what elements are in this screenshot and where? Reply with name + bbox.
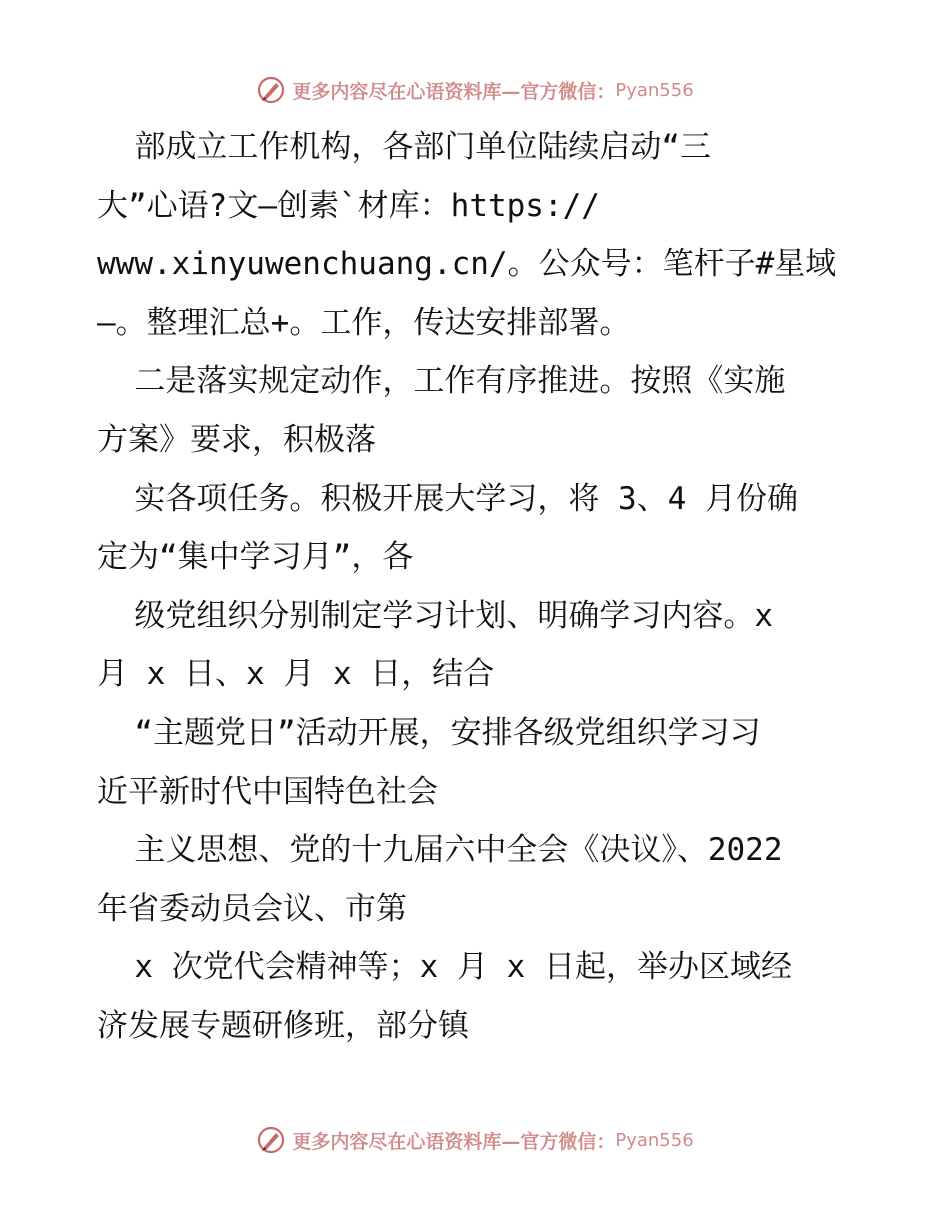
header-banner-text: 更多内容尽在心语资料库—官方微信： [292,80,616,103]
text-line: 二是落实规定动作，工作有序推进。按照《实施 [97,363,786,400]
text-line: 月 x 日、x 月 x 日，结合 [97,656,495,693]
text-line: 济发展专题研修班，部分镇 [97,1007,469,1044]
text-line: —。整理汇总+。工作，传达安排部署。 [97,304,631,341]
text-line: 主义思想、党的十九届六中全会《决议》、2022 [97,832,783,869]
footer-banner [0,1120,950,1160]
text-line: 定为“集中学习月”，各 [97,539,414,576]
pen-logo-icon [256,75,286,105]
text-line: 年省委动员会议、市第 [97,890,407,927]
text-line: 实各项任务。积极开展大学习，将 3、4 月份确 [97,480,798,517]
text-line: 部成立工作机构，各部门单位陆续启动“三 [97,129,711,165]
text-line: 方案》要求，积极落 [97,421,376,458]
text-line: 级党组织分别制定学习计划、明确学习内容。x [97,597,773,634]
text-line: “主题党日”活动开展，安排各级党组织学习习 [97,714,761,751]
header-banner [0,70,950,110]
text-line: x 次党代会精神等；x 月 x 日起，举办区域经 [97,949,792,986]
pen-logo-icon [256,1125,286,1155]
text-line: www.xinyuwenchuang.cn/。公众号：笔杆子#星域 [97,246,837,283]
footer-banner-text: 更多内容尽在心语资料库—官方微信： [292,1130,616,1153]
text-line: 大”心语?文—创素`材库：https:// [97,187,600,224]
body-text [97,118,867,1056]
footer-banner-id: Pyan556 [615,1129,694,1151]
header-banner-id: Pyan556 [615,79,694,101]
text-line: 近平新时代中国特色社会 [97,773,438,810]
